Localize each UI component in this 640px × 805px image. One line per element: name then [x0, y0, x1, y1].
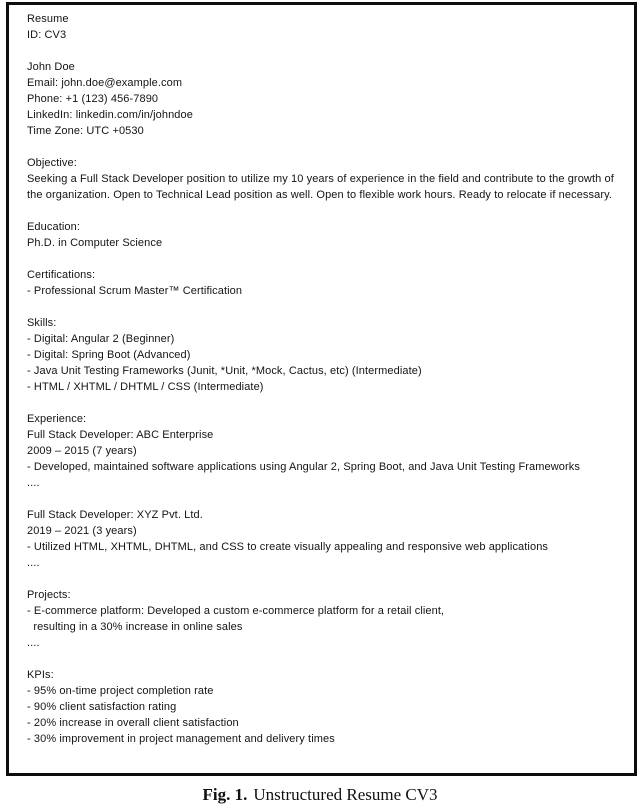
resume-line: Ph.D. in Computer Science [27, 237, 163, 249]
resume-line: Skills: [27, 317, 57, 329]
figure-caption-label: Fig. 1. [202, 785, 248, 804]
resume-line [27, 491, 624, 507]
resume-line [27, 139, 624, 155]
resume-line: LinkedIn: linkedin.com/in/johndoe [27, 109, 193, 121]
resume-line: - 30% improvement in project management and delivery times [27, 733, 335, 745]
resume-line [27, 299, 624, 315]
resume-line: Education: [27, 221, 80, 233]
resume-line: resulting in a 30% increase in online sales [27, 621, 243, 633]
resume-line [27, 251, 624, 267]
resume-line: KPIs: [27, 669, 54, 681]
resume-line: - Utilized HTML, XHTML, DHTML, and CSS to create visually appealing and responsive web applications [27, 541, 549, 553]
resume-line: - HTML / XHTML / DHTML / CSS (Intermediate) [27, 381, 264, 393]
resume-line: Phone: +1 (123) 456-7890 [27, 93, 159, 105]
resume-line: - 20% increase in overall client satisfaction [27, 717, 239, 729]
resume-line: .... [27, 477, 40, 489]
resume-line: - Developed, maintained software applications using Angular 2, Spring Boot, and Java Unit Testing Frameworks [27, 461, 580, 473]
resume-line: - Java Unit Testing Frameworks (Junit, *Unit, *Mock, Cactus, etc) (Intermediate) [27, 365, 422, 377]
resume-line: - 90% client satisfaction rating [27, 701, 177, 713]
resume-line [27, 395, 624, 411]
resume-line: John Doe [27, 61, 75, 73]
resume-line: Time Zone: UTC +0530 [27, 125, 144, 137]
resume-line: Certifications: [27, 269, 96, 281]
resume-line: .... [27, 637, 40, 649]
resume-line: Experience: [27, 413, 87, 425]
resume-line: Seeking a Full Stack Developer position to utilize my 10 years of experience in the field and contribute to the growth of the organization. Open to Technical Lead position as well. Open to flexible work hours. Ready to relocate if necessary. [27, 173, 618, 201]
resume-line: - E-commerce platform: Developed a custom e-commerce platform for a retail client, [27, 605, 445, 617]
resume-line: - 95% on-time project completion rate [27, 685, 214, 697]
resume-document-box [6, 2, 637, 776]
resume-line [27, 43, 624, 59]
resume-line: - Digital: Angular 2 (Beginner) [27, 333, 175, 345]
resume-line: 2009 – 2015 (7 years) [27, 445, 137, 457]
resume-line: .... [27, 557, 40, 569]
resume-line: Resume [27, 13, 69, 25]
resume-line [27, 651, 624, 667]
resume-line: - Professional Scrum Master™ Certification [27, 285, 243, 297]
resume-line: ID: CV3 [27, 29, 67, 41]
resume-line: - Digital: Spring Boot (Advanced) [27, 349, 191, 361]
resume-line [27, 203, 624, 219]
figure-caption-text: Unstructured Resume CV3 [253, 785, 438, 804]
resume-line: 2019 – 2021 (3 years) [27, 525, 137, 537]
resume-line [27, 571, 624, 587]
resume-line: Email: john.doe@example.com [27, 77, 183, 89]
resume-line: Full Stack Developer: XYZ Pvt. Ltd. [27, 509, 203, 521]
figure-caption [0, 785, 640, 805]
resume-line: Projects: [27, 589, 71, 601]
resume-line: Objective: [27, 157, 77, 169]
resume-line: Full Stack Developer: ABC Enterprise [27, 429, 214, 441]
